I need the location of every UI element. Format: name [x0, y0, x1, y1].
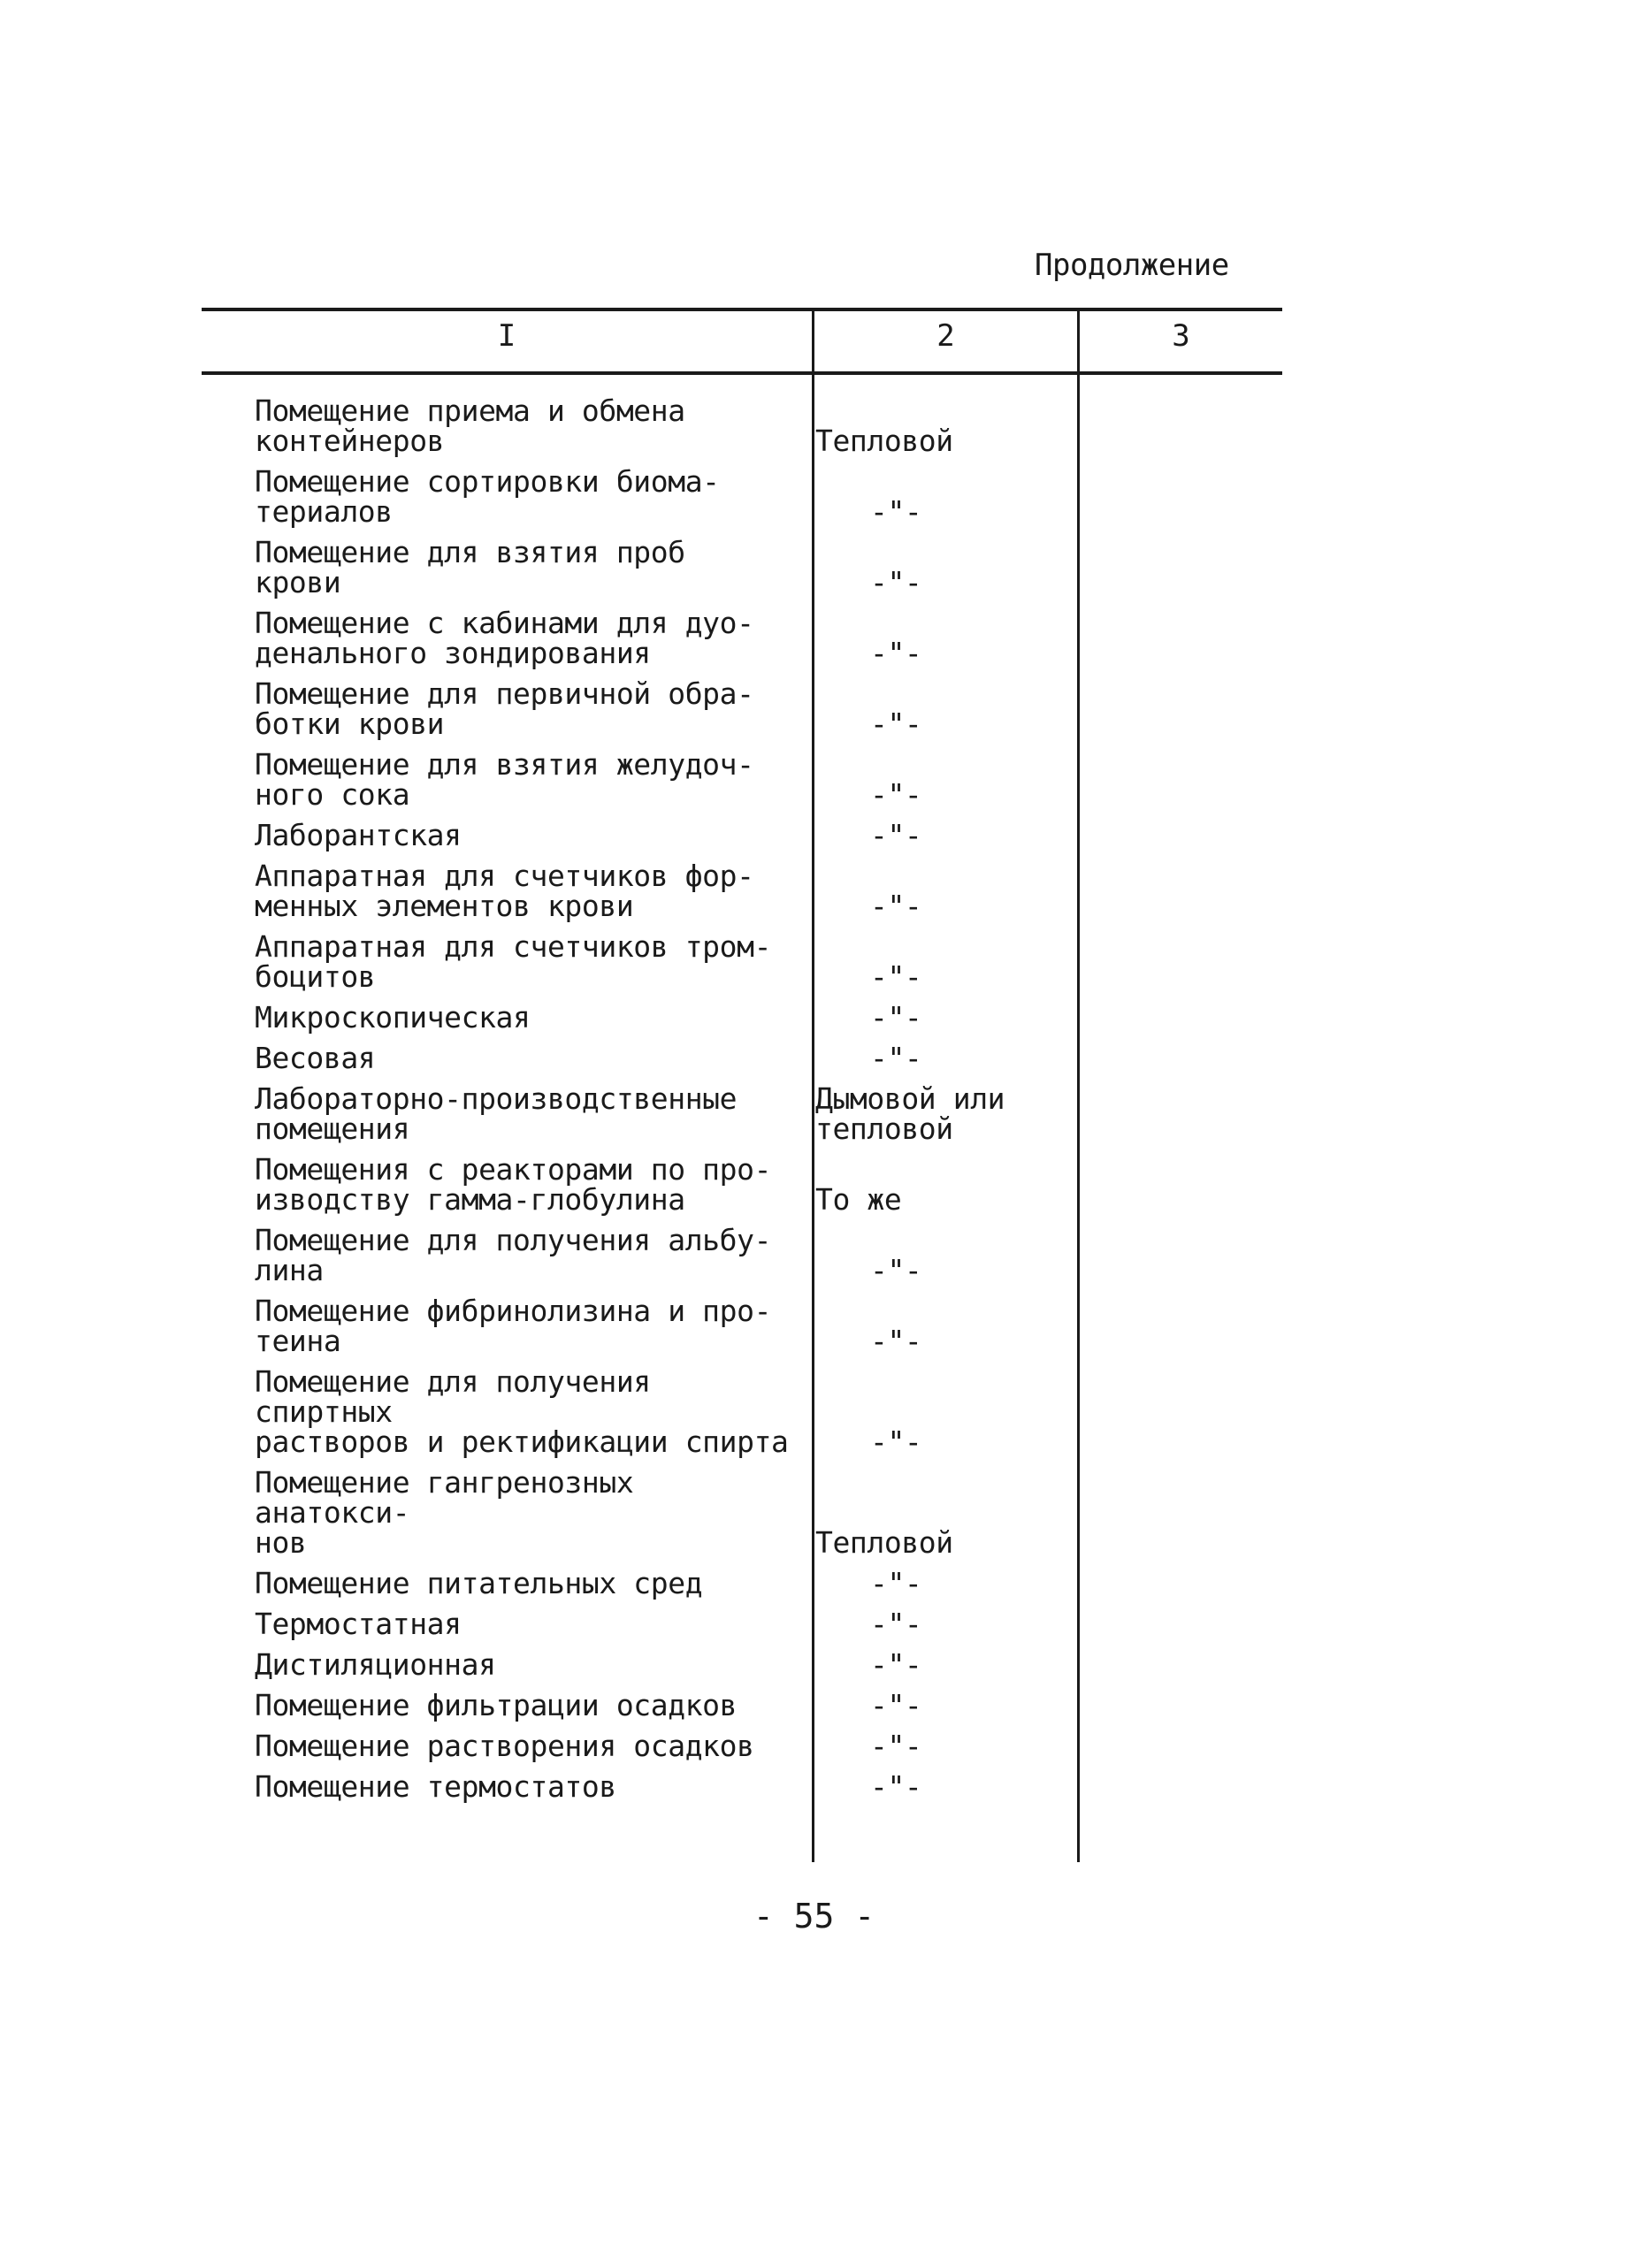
table-row [255, 861, 1280, 921]
detector-type-cell: -"- [870, 1769, 922, 1804]
room-name-cell: Помещение для получения спиртных растворов и ректификации спирта [255, 1364, 789, 1459]
room-name-cell: Помещение гангренозных анатокси- нов [255, 1465, 634, 1560]
room-name-cell: Помещения с реакторами по про- изводству гамма-глобулина [255, 1152, 772, 1217]
detector-type-cell: -"- [870, 565, 922, 599]
continuation-label: Продолжение [1035, 248, 1229, 283]
table-row [255, 1465, 1280, 1560]
room-name-cell: Дистиляционная [255, 1647, 496, 1682]
table-row [255, 1364, 1280, 1459]
detector-type-cell: -"- [870, 1729, 922, 1763]
table-row [255, 1609, 1280, 1639]
table-row [255, 1152, 1280, 1217]
table-row [255, 1000, 1280, 1035]
room-name-cell: Помещение для первичной обра- ботки крови [255, 676, 754, 741]
table-row [255, 1223, 1280, 1287]
room-name-cell: Помещение для получения альбу- лина [255, 1223, 772, 1287]
column-header-2: 2 [936, 318, 955, 354]
detector-type-cell: -"- [870, 1253, 922, 1287]
room-name-cell: Помещение сортировки биома- териалов [255, 464, 720, 529]
table-row [255, 1081, 1280, 1146]
table-row [255, 1566, 1280, 1600]
detector-type-cell: Тепловой [815, 1525, 953, 1560]
page-number: - 55 - [753, 1897, 875, 1936]
detector-type-cell: -"- [870, 1566, 922, 1600]
column-header-1: I [497, 318, 516, 354]
room-name-cell: Аппаратная для счетчиков тром- боцитов [255, 929, 772, 994]
room-name-cell: Помещение растворения осадков [255, 1729, 754, 1763]
table-row [255, 1296, 1280, 1356]
detector-type-cell: Тепловой [815, 424, 953, 458]
table-row [255, 1731, 1280, 1761]
detector-type-cell: Дымовой или тепловой [815, 1081, 1005, 1146]
detector-type-cell: -"- [870, 1324, 922, 1358]
table-row [255, 393, 1280, 458]
detector-type-cell: -"- [870, 777, 922, 812]
detector-type-cell: -"- [870, 1607, 922, 1641]
detector-type-cell: -"- [870, 889, 922, 923]
room-name-cell: Термостатная [255, 1607, 462, 1641]
table-row [255, 929, 1280, 994]
table-row [255, 1769, 1280, 1804]
table-row [255, 464, 1280, 529]
detector-type-cell: То же [815, 1182, 902, 1217]
room-name-cell: Аппаратная для счетчиков фор- менных элементов крови [255, 859, 754, 923]
detector-type-cell: -"- [870, 818, 922, 852]
table-row [255, 1647, 1280, 1682]
room-name-cell: Помещение фильтрации осадков [255, 1688, 738, 1722]
room-name-cell: Помещение питательных сред [255, 1566, 703, 1600]
room-name-cell: Помещение термостатов [255, 1769, 616, 1804]
room-name-cell: Помещение для взятия проб крови [255, 535, 685, 599]
detector-type-cell: -"- [870, 959, 922, 994]
detector-type-cell: -"- [870, 1424, 922, 1459]
detector-type-cell: -"- [870, 1647, 922, 1682]
table-row [255, 676, 1280, 741]
table-row [255, 608, 1280, 668]
room-name-cell: Помещение для взятия желудоч- ного сока [255, 747, 754, 812]
detector-type-cell: -"- [870, 494, 922, 529]
detector-type-cell: -"- [870, 1041, 922, 1075]
table-top-rule [202, 308, 1282, 311]
table-body [255, 393, 1280, 1813]
table-row [255, 818, 1280, 852]
table-row [255, 1688, 1280, 1722]
column-header-3: 3 [1172, 318, 1190, 354]
detector-type-cell: -"- [870, 706, 922, 741]
room-name-cell: Весовая [255, 1041, 376, 1075]
detector-type-cell: -"- [870, 1000, 922, 1035]
data-table [202, 308, 1282, 1862]
detector-type-cell: -"- [870, 1688, 922, 1722]
table-row [255, 535, 1280, 599]
room-name-cell: Лаборантская [255, 818, 462, 852]
table-header-rule [202, 371, 1282, 375]
table-row [255, 1043, 1280, 1073]
room-name-cell: Помещение фибринолизина и про- теина [255, 1294, 772, 1358]
room-name-cell: Помещение с кабинами для дуо- денального зондирования [255, 606, 754, 670]
room-name-cell: Помещение приема и обмена контейнеров [255, 393, 685, 458]
room-name-cell: Микроскопическая [255, 1000, 531, 1035]
room-name-cell: Лабораторно-производственные помещения [255, 1081, 738, 1146]
table-row [255, 747, 1280, 812]
detector-type-cell: -"- [870, 636, 922, 670]
